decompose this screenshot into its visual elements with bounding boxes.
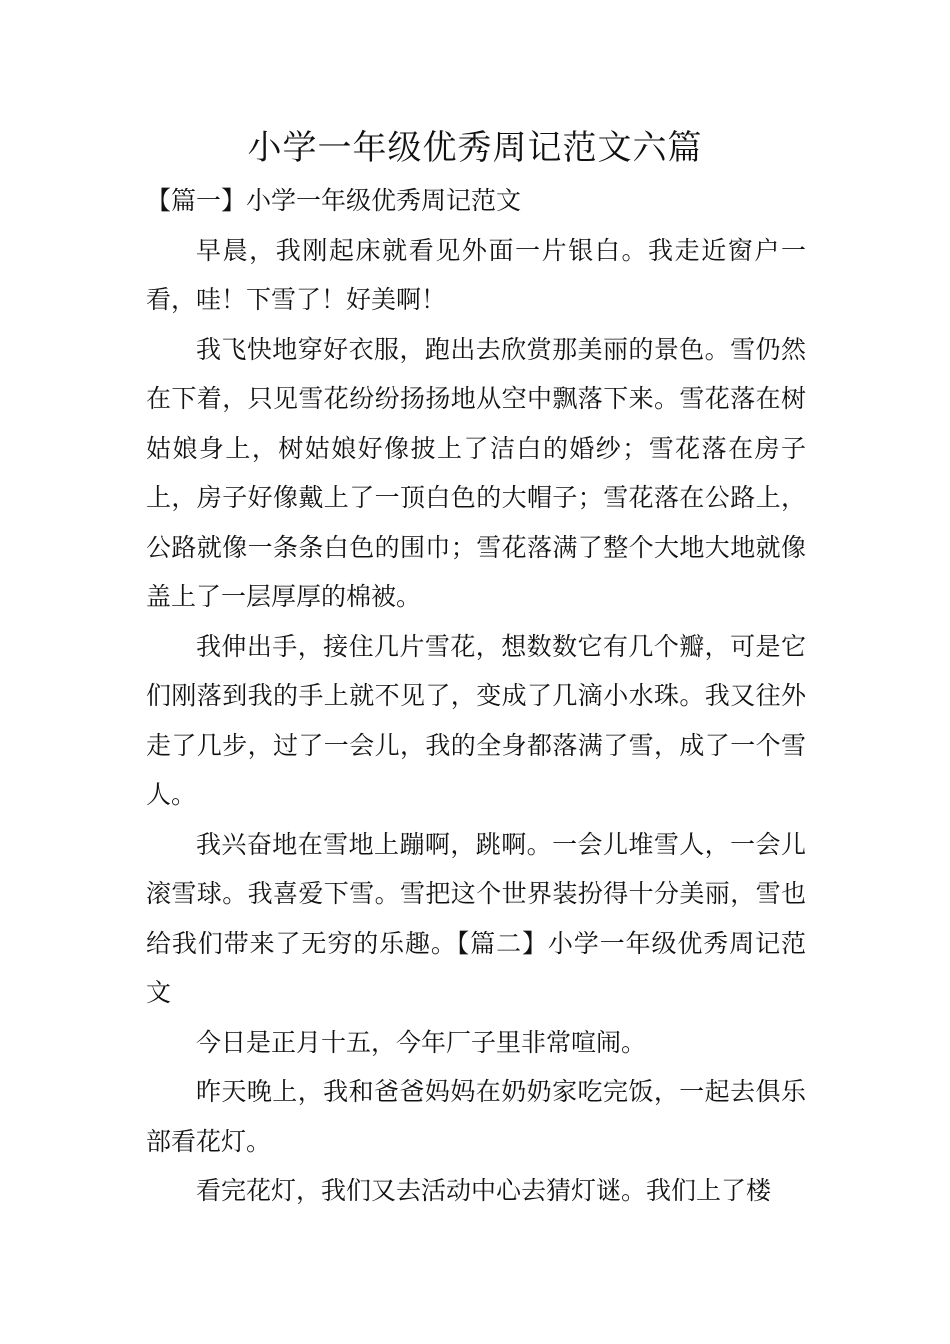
document-body [146,176,806,1216]
paragraph: 昨天晚上，我和爸爸妈妈在奶奶家吃完饭，一起去俱乐部看花灯。 [146,1077,806,1156]
paragraph: 我兴奋地在雪地上蹦啊，跳啊。一会儿堆雪人，一会儿滚雪球。我喜爱下雪。雪把这个世界装扮得十分美丽，雪也给我们带来了无穷的乐趣。【篇二】小学一年级优秀周记范文 [146,829,806,1007]
paragraph: 看完花灯，我们又去活动中心去猜灯谜。我们上了楼 [196,1176,772,1205]
paragraph: 早晨，我刚起床就看见外面一片银白。我走近窗户一看，哇！下雪了！好美啊！ [146,235,806,314]
paragraph: 我伸出手，接住几片雪花，想数数它有几个瓣，可是它们刚落到我的手上就不见了，变成了几滴小水珠。我又往外走了几步，过了一会儿，我的全身都落满了雪，成了一个雪人。 [146,631,806,809]
paragraph: 今日是正月十五，今年厂子里非常喧闹。 [196,1027,647,1057]
section-heading: 【篇一】小学一年级优秀周记范文 [146,186,522,215]
paragraph: 我飞快地穿好衣服，跑出去欣赏那美丽的景色。雪仍然在下着，只见雪花纷纷扬扬地从空中飘落下来。雪花落在树姑娘身上，树姑娘好像披上了洁白的婚纱；雪花落在房子上，房子好像戴上了一顶白色的大帽子；雪花落在公路上，公路就像一条条白色的围巾；雪花落满了整个大地大地就像盖上了一层厚厚的棉被。 [146,334,806,611]
document-title: 小学一年级优秀周记范文六篇 [247,128,703,168]
